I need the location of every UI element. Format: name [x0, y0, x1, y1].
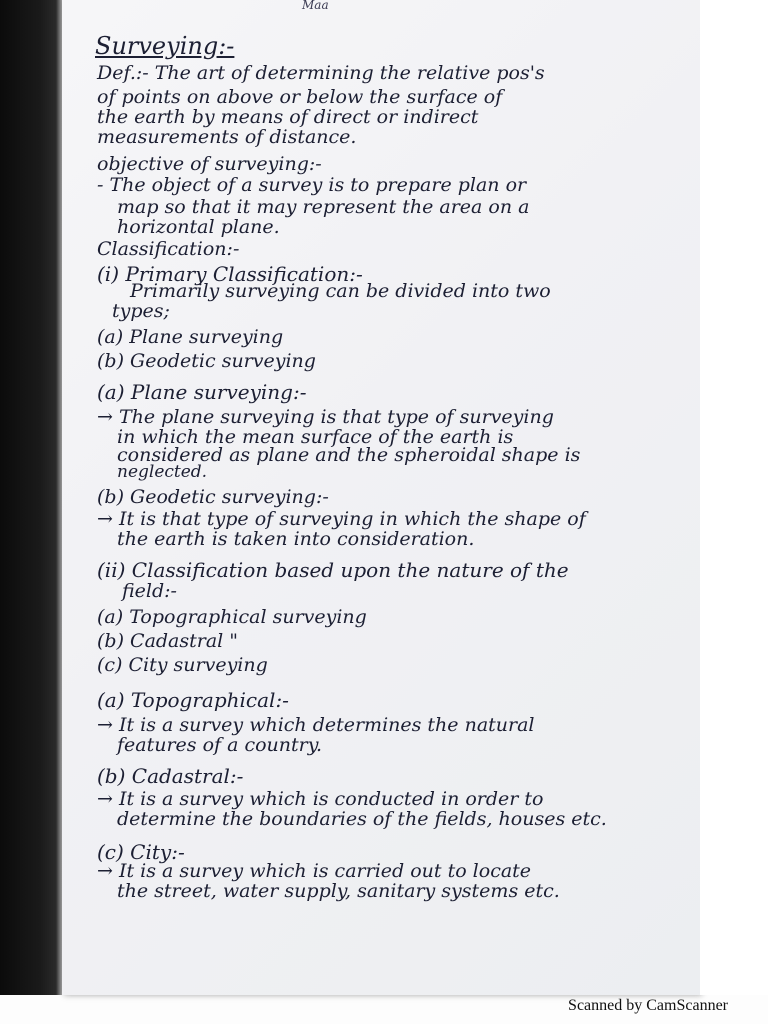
note-line-top-1: → It is a survey which determines the natural — [97, 714, 535, 736]
note-line-def-4: measurements of distance. — [97, 126, 357, 148]
note-line-top-h: (a) Topographical:- — [97, 688, 289, 712]
note-line-cls-1: (i) Primary Classification:- — [97, 262, 363, 286]
note-line-gs-2: the earth is taken into consideration. — [117, 528, 475, 550]
page-header-note: Maa — [302, 0, 329, 12]
note-line-cad-2: determine the boundaries of the fields, houses etc. — [117, 808, 607, 830]
note-line-cad-h: (b) Cadastral:- — [97, 764, 244, 788]
note-line-gs-h: (b) Geodetic surveying:- — [97, 486, 329, 508]
note-line-city-h: (c) City:- — [97, 840, 185, 864]
note-line-cl2-h: (ii) Classification based upon the nature of the — [97, 558, 569, 582]
note-line-obj-1: - The object of a survey is to prepare plan or — [97, 174, 527, 196]
note-line-title: Surveying:- — [95, 32, 235, 60]
note-line-obj-3: horizontal plane. — [117, 216, 280, 238]
note-line-cl2-a: (a) Topographical surveying — [97, 606, 367, 628]
note-line-ps-h: (a) Plane surveying:- — [97, 380, 307, 404]
note-line-def-1: Def.:- The art of determining the relative pos's — [97, 62, 545, 84]
note-line-cad-1: → It is a survey which is conducted in order to — [97, 788, 544, 810]
note-line-cls-b: (b) Geodetic surveying — [97, 350, 316, 372]
note-line-ps-4: neglected. — [117, 462, 208, 482]
note-line-top-2: features of a country. — [117, 734, 322, 756]
note-line-def-3: the earth by means of direct or indirect — [97, 106, 479, 128]
note-line-obj-h: objective of surveying:- — [97, 153, 322, 175]
note-line-cl2-b: (b) Cadastral " — [97, 630, 239, 652]
note-line-gs-1: → It is that type of surveying in which the shape of — [97, 508, 586, 530]
scan-margin — [700, 0, 768, 995]
note-line-cls-h: Classification:- — [97, 238, 240, 260]
note-line-def-2: of points on above or below the surface of — [97, 86, 503, 108]
note-line-cl2-1: field:- — [122, 580, 177, 602]
note-line-city-2: the street, water supply, sanitary systems etc. — [117, 880, 560, 902]
note-line-obj-2: map so that it may represent the area on a — [117, 196, 530, 218]
note-line-ps-3: considered as plane and the spheroidal shape is — [117, 444, 581, 466]
note-line-cls-3: types; — [112, 300, 170, 322]
page-binding-shadow — [0, 0, 64, 995]
note-line-cls-a: (a) Plane surveying — [97, 326, 284, 348]
note-line-cls-2: Primarily surveying can be divided into two — [130, 280, 551, 302]
scanner-watermark: Scanned by CamScanner — [568, 997, 728, 1014]
note-line-ps-2: in which the mean surface of the earth is — [117, 426, 514, 448]
note-line-ps-1: → The plane surveying is that type of surveying — [97, 406, 554, 428]
note-line-cl2-c: (c) City surveying — [97, 654, 268, 676]
note-line-city-1: → It is a survey which is carried out to locate — [97, 860, 532, 882]
